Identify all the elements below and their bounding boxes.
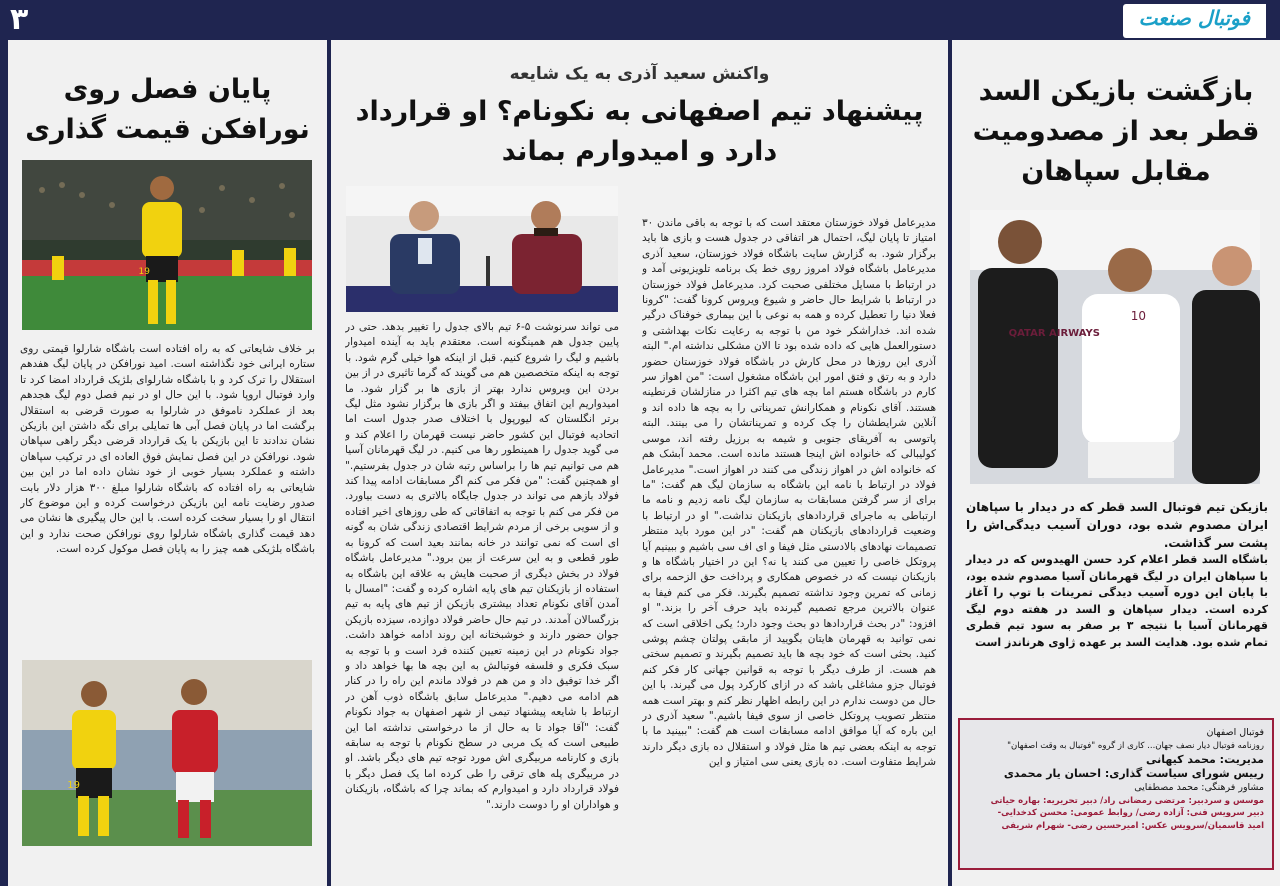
- right-article-body: باشگاه السد قطر اعلام کرد حسن الهیدوس که در دیدار با سپاهان ایران در لیگ قهرمانان آسیا مصدوم شده بود، با پایان این دوره آسیب دیدگی تمرینات با توپ را آغاز کرده است. دیدار سپاهان و السد در هفته دوم لیگ قهرمانان آسیا با نتیجه ۳ بر صفر به سود تیم قطری تمام شده بود. هدایت السد بر عهده ژاوی هرناندز است: [966, 553, 1268, 649]
- masthead-description: روزنامه فوتبال دیار نصف جهان... کاری از گروه "فوتبال به وقت اصفهان": [1007, 741, 1264, 751]
- masthead-publisher: فوتبال اصفهان: [1206, 727, 1264, 738]
- masthead-photo-line: امید قاسمیان/سرویس عکس: امیرحسین رضی- شهرام شریفی: [1001, 820, 1264, 831]
- right-column: [952, 40, 1280, 886]
- left-article-body: بر خلاف شایعاتی که به راه افتاده است باشگاه شارلوا قیمتی روی ستاره ایرانی خود نگذاشته است. امید نورافکن در پایان لیگ هفدهم استقلال را ترک کرد و با باشگاه شارلوای بلژیک قرارداد امضا کرد تا وارد فوتبال اروپا شود. با این حال او در نیم فصل دوم لیگ هجدهم بعد از عملکرد ناموفق در شارلوا به صورت قرضی به استقلال برگشت اما در پایان فصل آبی ها تمایلی برای نگه داشتن این بازیکن نشان ندادند تا این بازیکن با یک قرارداد قرضی دیگر راهی سپاهان شود. نورافکن در این فصل نمایش فوق العاده ای در ترکیب سپاهان داشته و عملکرد بسیار خوبی از خود نشان داده اما در این بین شایعاتی به راه افتاده که باشگاه شارلوا مبلغ ۳۰۰ هزار دلار بابت صدور رضایت نامه این بازیکن درخواست کرده و این موضوع کار انتقال او را بسیار سخت کرده است. با این حال پیگیری ها نشان می دهد قیمت گذاری باشگاه شارلوا روی نورافکن صحت ندارد و این باشگاه بلژیکی همه چیز را به پایان فصل موکول کرده است.: [20, 343, 315, 556]
- right-article-lead: بازیکن تیم فوتبال السد قطر که در دیدار با سپاهان ایران مصدوم شده بود، دوران آسیب دیدگی‌اش را پشت سر گذاشت.: [966, 500, 1268, 550]
- middle-article-column-2: می تواند سرنوشت ۵-۶ تیم بالای جدول را تغییر بدهد. حتی در پایین جدول هم همینگونه است. معتقدم باید به آینده امیدوار باشیم و لیگ را شروع کنیم. قبل از اینکه هوا خیلی گرم شود. با توجه به اینکه متخصصین هم می گویند که گرما تاثیری در از بین بردن این ویروس ندارد بهتر از بازی ها بر گزار شود. ما امیدواریم این اتفاق بیفتد و اگر بازی ها برگزار نشود مثل لیگ برتر انگلستان که لیورپول با اختلاف صدر جدول است اما اتحادیه فوتبال این کشور حاضر نیست قهرمان را اعلام کند و می گوید جدول را همینطور رها می کنیم. در لیگ قهرمانان آسیا هم می توانیم تیم ها را براساس رتبه شان در جدول بفرستیم." او همچنین گفت: "من فکر می کنم اگر مسابقات ادامه پیدا کند فولاد بازهم می تواند در جدول جایگاه بالاتری به دست بیاورد. من فکر می کنم با توجه به اتفاقاتی که طی روزهای اخیر افتاده و از سویی برخی از مردم شرایط اقتصادی زندگی شان به گونه ای است که نمی توانند در خانه بمانند بعید است که کرونا به طور قطعی و به این سرعت از بین برود." مدیرعامل باشگاه فولاد در بخش دیگری از صحبت هایش به علاقه این باشگاه به استفاده از بازیکنان تیم های پایه اشاره کرده و گفت: "امسال با آمدن آقای نکونام تعداد بیشتری بازیکن از تیم های پایه به تیم بزرگسالان آمدند. در تیم حال حاضر فولاد دوازده، سیزده بازیکن جوان حضور دارند و خوشبختانه این روند ادامه خواهد داشت. جواد نکونام در این زمینه تعیین کننده فرد است و با توجه به سبک فکری و فلسفه فوتبالش به این بچه ها بها خواهد داد و اگر خدا توفیق داد و من هم در فولاد ماندم این راه را در کنار هم ادامه می دهیم." مدیرعامل سابق باشگاه ذوب آهن در ارتباط با شایعه پیشنهاد تیمی از شهر اصفهان به جواد نکونام گفت: "آقا جواد تا به حال از ما درخواستی نداشته اما این طبیعی است که یک مربی در سطح نکونام با توجه به سابقه بازی و کارنامه مربیگری اش مورد توجه تیم های دیگر باشد. او در مربیگری پله های ترقی را طی کرده اما یک فصل دیگر با فولاد قرارداد دارد و امیدوارم که بماند چرا که باشگاه، بازیکنان و هواداران او را دوست دارند.": [345, 321, 619, 811]
- masthead-founder-line: موسس و سردبیر: مرتضی رمضانی راد/ دبیر تحریریه: بهاره حیاتی: [990, 795, 1264, 806]
- masthead-policy-council: رییس شورای سیاست گذاری: احسان یار محمدی: [1003, 766, 1264, 780]
- left-column: [8, 40, 327, 886]
- masthead-cultural-advisor: مشاور فرهنگی: محمد مصطفایی: [1134, 781, 1264, 793]
- masthead-tech-line: دبیر سرویس فنی: آزاده رضی/ روابط عمومی: محسن کدخدایی-: [997, 808, 1264, 818]
- top-bar: [0, 0, 1280, 40]
- right-photo-injured-player: [970, 210, 1260, 484]
- middle-headline: پیشنهاد تیم اصفهانی به نکونام؟ او قرارداد دارد و امیدوارم بماند: [355, 96, 924, 167]
- middle-article-column-1: مدیرعامل فولاد خوزستان معتقد است که با توجه به باقی ماندن ۳۰ امتیاز تا پایان لیگ، احتمال هر اتفاقی در جدول هست و بازی ها باید برگزار شود. به گزارش سایت باشگاه فولاد خوزستان، سعید آذری مدیرعامل باشگاه فولاد امروز روی خط یک برنامه تلویزیونی آمد و در ارتباط با مسایل مختلفی صحبت کرد. مدیرعامل فولاد خوزستان در ارتباط با شرایط حال حاضر و شیوع ویروس کرونا گفت: "کرونا فعلا دنیا را تعطیل کرده و همه به نوعی با این بیماری خوفناک درگیر شده اند. خداراشکر خود من با توجه به رعایت نکات بهداشتی و دستورالعمل هایی که داده شده بود تا الان مشکلی نداشته ام." البته آذری این روزها در محل کارش در باشگاه فولاد خوزستان حضور دارد و به رتق و فتق امور این باشگاه مشغول است: "من اهواز سر کارم در باشگاه هستم اما بچه های تیم اکثرا در منازلشان قرنطینه هستند. آقای نکونام و همکارانش تمریناتی را به بچه ها داده اند و آنلاین شرایطشان را چک کرده و تمریناتشان را می بینند. البته پاتوسی به آفریقای جنوبی و شیمه به برزیل رفته اند، موسی کولیبالی که خانواده اش اینجا هستند مانده است. محمد آبشک هم که خانواده اش در اهواز زندگی می کنند در اهواز است." مدیرعامل فولاد در ارتباط با نامه این باشگاه به سازمان لیگ هم گفت: "ما برای از سر گرفتن مسابقات به سازمان لیگ نامه زدیم و نامه ما ارتباطی به ماجرای قراردادهای بازیکنان نداشت." او در ارتباط با وضعیت قراردادهای بازیکنان هم گفت: "در این مورد باید منتظر تصمیمات نهادهای بالادستی مثل فیفا و ای اف سی باشیم و ببینیم آیا پروتکل خاصی را تعیین می کنند یا نه؟ این در اختیار باشگاه ها و بازیکنان نیست که در خصوص همکاری و پرداخت حق الزحمه برای زمانی که تمرین وجود نداشته تصمیم بگیرند. فکر می کنم فیفا به عنوان بالاترین مرجع تصمیم گیرنده باید حرف آخر را بزند." او افزود: "در بحث قراردادها دو بحث وجود دارد؛ یکی اخلاقی است که نمی توانید به قهرمان هایتان بگویید از مابقی پولتان چشم پوشی کنید. بحثی است که خود بچه ها باید تصمیم بگیرند و تصمیم سختی هم هست. از طرف دیگر با توجه به قوانین جهانی کار فکر کنم فوتبال جزو مشاغلی باشد که در ازای کارکرد پول می گیرند. با این حال من دوست ندارم در این رابطه اظهار نظر کنم و بهتر است همه منتظر تصویب پروتکل خاصی از سوی فیفا باشیم." سعید آذری در این باره که آیا موافق ادامه مسابقات است هم گفت: "ببینید ما با توجه به اینکه بعضی تیم ها مثل فولاد و استقلال ده بازی دیگر دارند شرایط متفاوت است. ده بازی یعنی سی امتیاز و این: [642, 217, 936, 769]
- right-photo-sponsor: QATAR AIRWAYS: [1008, 328, 1100, 339]
- middle-kicker: واکنش سعید آذری به یک شایعه: [509, 64, 770, 84]
- masthead-box: [958, 718, 1274, 870]
- page-number: ۳: [10, 2, 29, 37]
- brand-logo: فوتبال صنعت: [1123, 4, 1266, 38]
- left-photo-player: [22, 160, 312, 330]
- left-photo-match: [22, 660, 312, 846]
- masthead-manager: مدیریت: محمد کیهانی: [1146, 752, 1264, 766]
- middle-photo-press-conference: [346, 186, 618, 312]
- right-photo-number: 10: [1130, 309, 1146, 323]
- right-article: [966, 498, 1268, 651]
- left-photo2-jersey-number: 19: [67, 780, 80, 791]
- right-headline: بازگشت بازیکن السد قطر بعد از مصدومیت مقابل سپاهان: [972, 76, 1260, 187]
- left-headline: پایان فصل روی نورافکن قیمت گذاری: [25, 74, 310, 145]
- middle-column: [331, 40, 948, 886]
- left-photo1-jersey-number: 19: [138, 267, 150, 277]
